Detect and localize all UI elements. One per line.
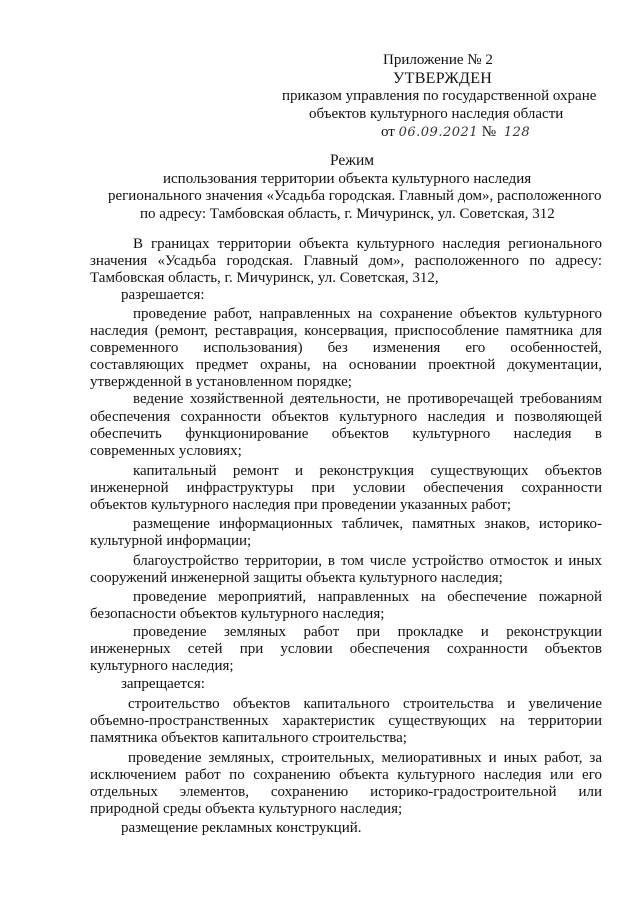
title-line-1: использования территории объекта культурного наследия xyxy=(163,171,532,187)
allowed-item-line: составляющих предмет охраны, на основании проектной документации, xyxy=(90,357,602,373)
title-line-3: по адресу: Тамбовская область, г. Мичуринск, ул. Советская, 312 xyxy=(140,206,555,222)
allowed-item-line: проведение мероприятий, направленных на обеспечение пожарной xyxy=(133,589,602,605)
allowed-item-line: обеспечения сохранности объектов культурного наследия и позволяющей xyxy=(90,409,602,425)
appendix-number: Приложение № 2 xyxy=(383,52,493,68)
handwritten-date: 06.09.2021 xyxy=(398,125,479,140)
allowed-heading: разрешается: xyxy=(121,287,205,303)
forbidden-item-line: размещение рекламных конструкций. xyxy=(121,820,362,836)
allowed-item-line: утвержденной в установленном порядке; xyxy=(90,374,352,390)
forbidden-item-line: исключением работ по сохранению объекта культурного наследия или его xyxy=(90,767,602,783)
allowed-item-line: благоустройство территории, в том числе устройство отмосток и иных xyxy=(133,553,602,569)
allowed-item-line: инженерной инфраструктуры при условии обеспечения сохранности xyxy=(90,480,602,496)
allowed-item-line: сооружений инженерной защиты объекта культурного наследия; xyxy=(90,570,503,586)
forbidden-item-line: природной среды объекта культурного наследия; xyxy=(90,801,403,817)
forbidden-item-line: строительство объектов капитального строительства и увеличение xyxy=(128,696,602,712)
number-sign: № xyxy=(481,124,497,140)
forbidden-heading: запрещается: xyxy=(121,676,205,692)
order-line-1: приказом управления по государственной охране xyxy=(282,88,597,104)
allowed-item-line: ведение хозяйственной деятельности, не противоречащей требованиям xyxy=(133,391,602,407)
allowed-item-line: проведение земляных работ при прокладке и реконструкции xyxy=(133,624,602,640)
order-date-line xyxy=(381,124,530,141)
forbidden-item-line: проведение земляных, строительных, мелиоративных и иных работ, за xyxy=(128,750,602,766)
allowed-item-line: безопасности объектов культурного наследия; xyxy=(90,606,385,622)
allowed-item-line: объектов культурного наследия при проведении указанных работ; xyxy=(90,497,512,513)
allowed-item-line: размещение информационных табличек, памятных знаков, историко- xyxy=(133,516,602,532)
forbidden-item-line: объемно-пространственных характеристик существующих на территории xyxy=(90,713,602,729)
handwritten-number: 128 xyxy=(503,125,531,140)
allowed-item-line: культурной информации; xyxy=(90,533,252,549)
title-line-2: регионального значения «Усадьба городская. Главный дом», расположенного xyxy=(108,188,602,204)
intro-line: В границах территории объекта культурного наследия регионального xyxy=(133,236,602,252)
intro-line: значения «Усадьба городская. Главный дом», расположенного по адресу: xyxy=(90,253,602,269)
intro-line: Тамбовская область, г. Мичуринск, ул. Советская, 312, xyxy=(90,270,439,286)
allowed-item-line: наследия (ремонт, реставрация, консервация, приспособление памятника для xyxy=(90,323,602,339)
allowed-item-line: современных условиях; xyxy=(90,443,242,459)
approved-stamp-text: УТВЕРЖДЕН xyxy=(393,70,493,87)
forbidden-item-line: отдельных элементов, сохранению историко-градостроительной или xyxy=(90,784,602,800)
document-title: Режим xyxy=(330,152,375,169)
allowed-item-line: проведение работ, направленных на сохранение объектов культурного xyxy=(133,306,602,322)
allowed-item-line: капитальный ремонт и реконструкция существующих объектов xyxy=(133,463,602,479)
allowed-item-line: современного использования) без изменения его особенностей, xyxy=(90,340,602,356)
allowed-item-line: культурного наследия; xyxy=(90,658,234,674)
allowed-item-line: обеспечить функционирование объектов культурного наследия в xyxy=(90,426,602,442)
order-line-2: объектов культурного наследия области xyxy=(309,106,564,122)
date-prefix: от xyxy=(381,124,395,140)
forbidden-item-line: памятника объектов капитального строительства; xyxy=(90,730,407,746)
allowed-item-line: инженерных сетей при условии обеспечения сохранности объектов xyxy=(90,641,602,657)
